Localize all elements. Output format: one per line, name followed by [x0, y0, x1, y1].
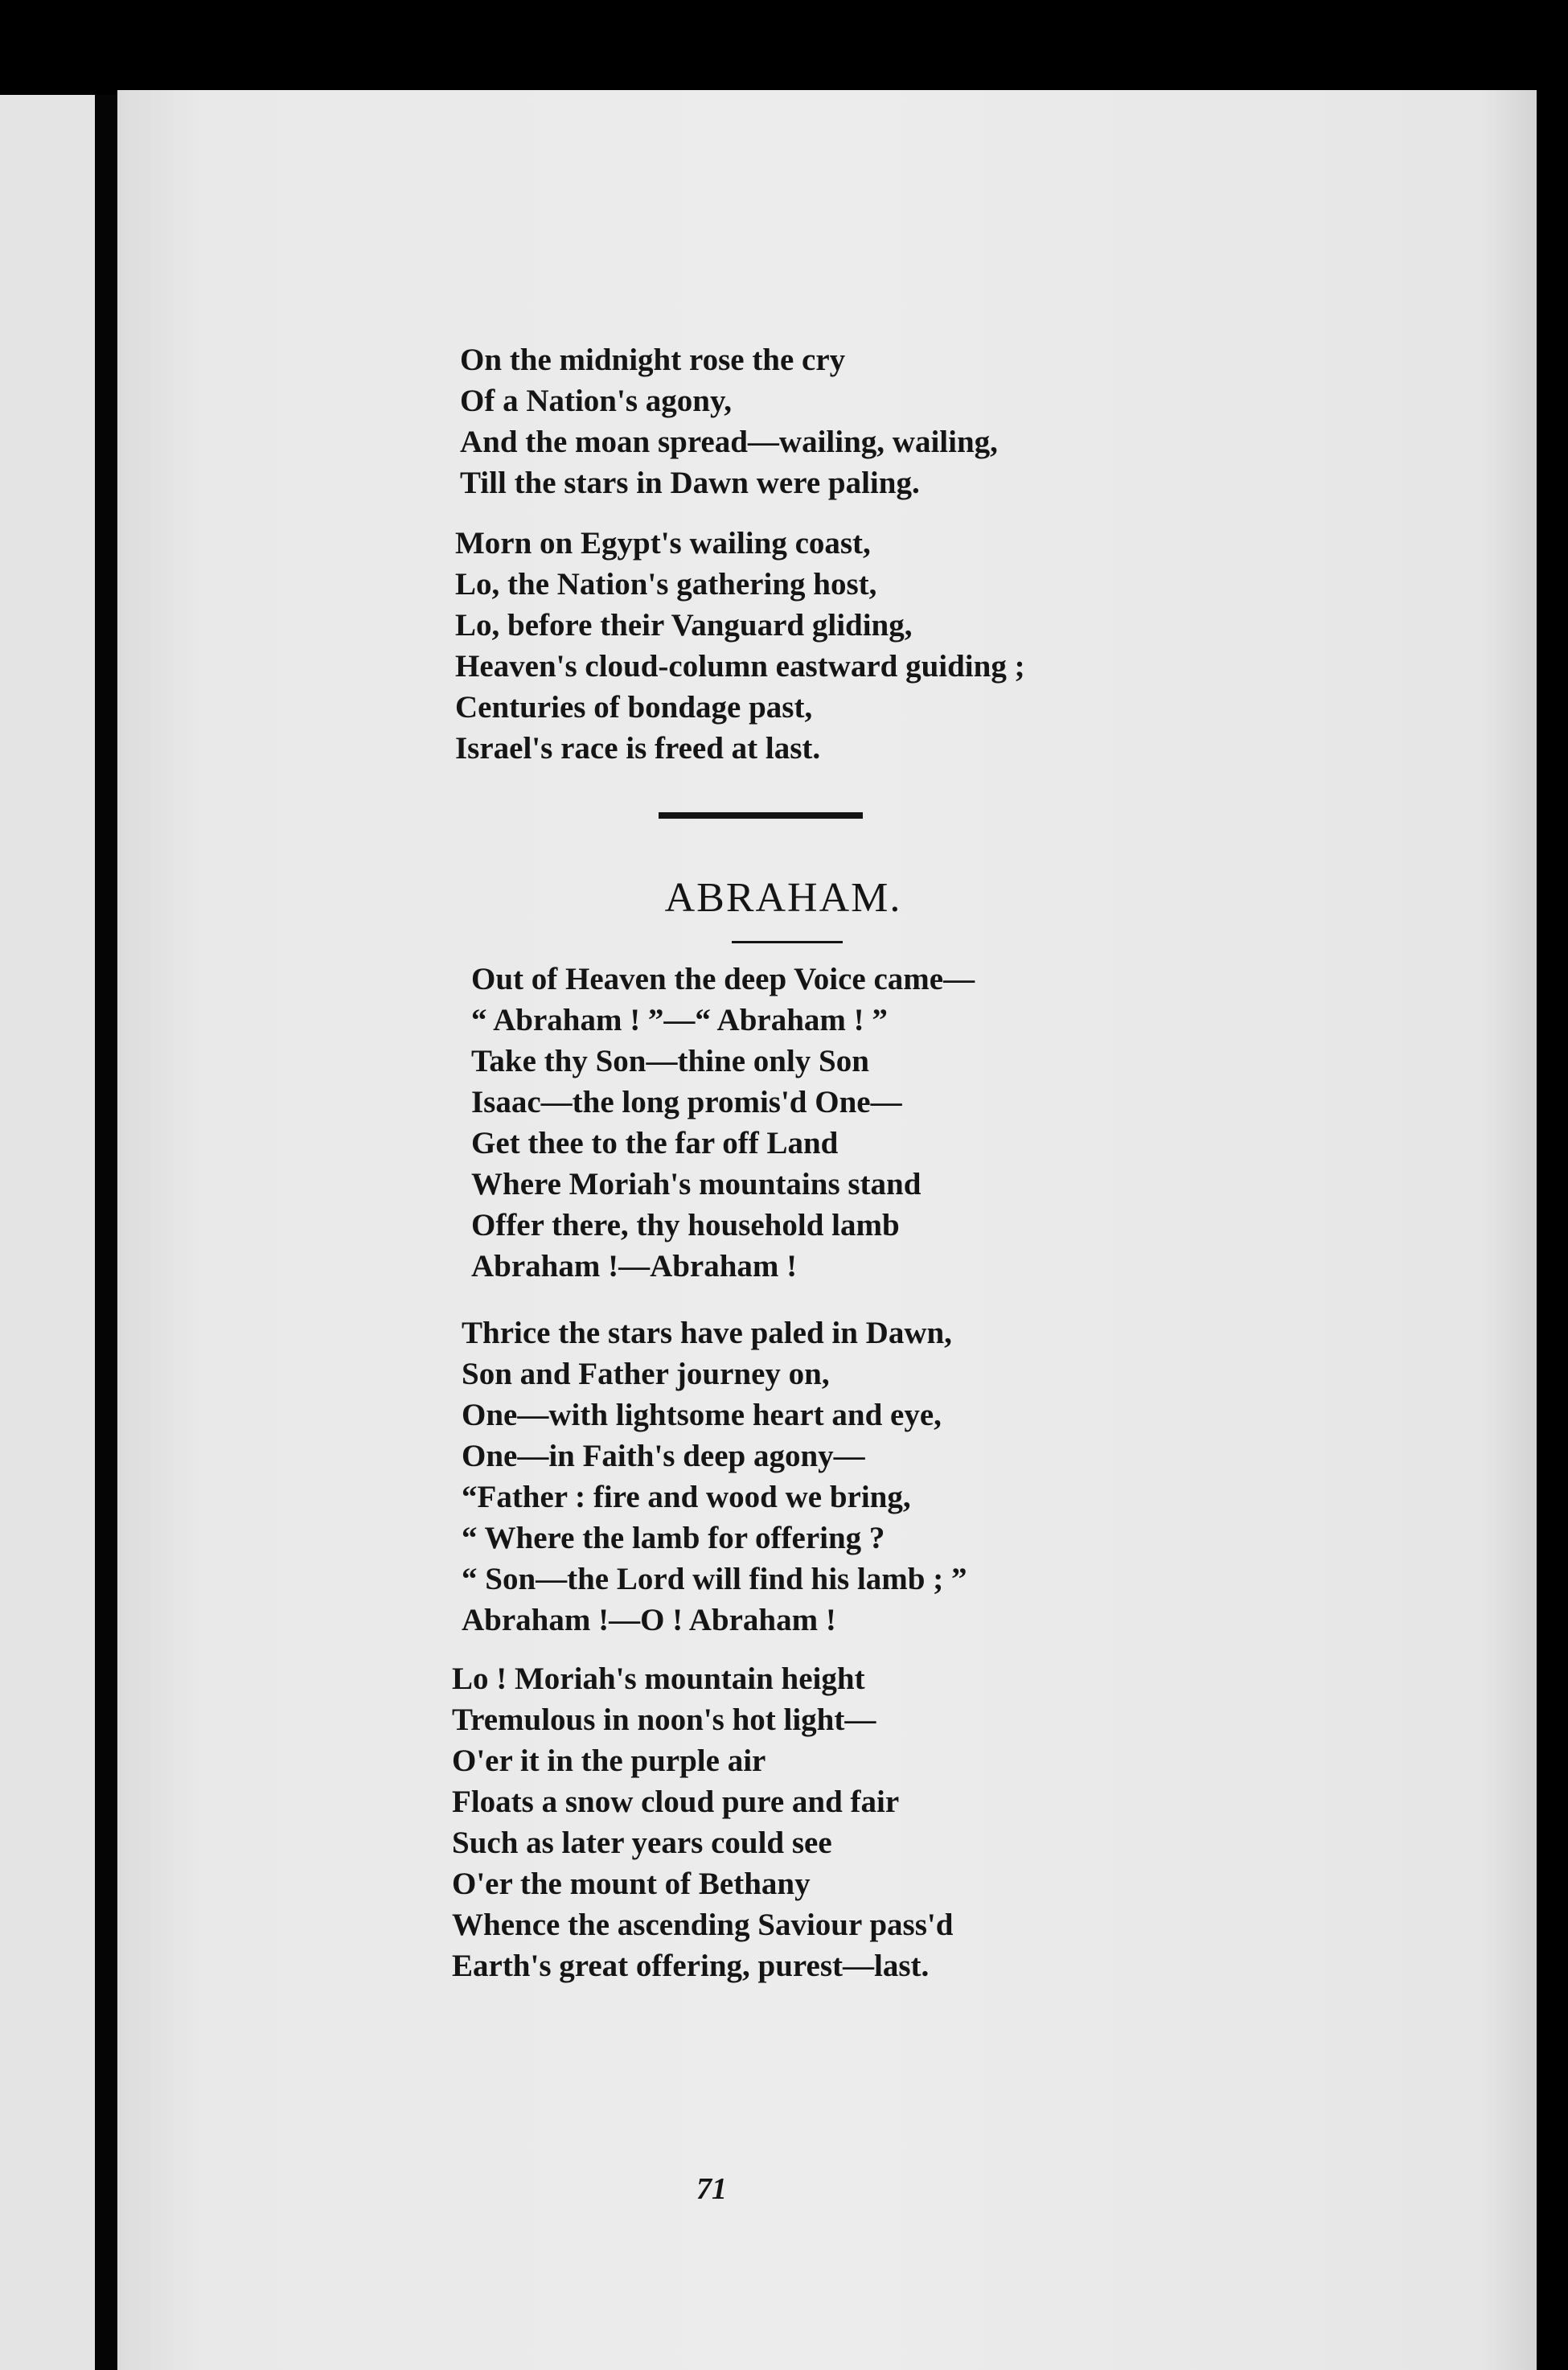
verse-line: Heaven's cloud-column eastward guiding ;: [455, 649, 1025, 684]
verse-line: Lo, the Nation's gathering host,: [455, 567, 877, 602]
verse-line: Whence the ascending Saviour pass'd: [452, 1908, 954, 1942]
verse-line: O'er it in the purple air: [452, 1744, 766, 1778]
verse-line: Lo ! Moriah's mountain height: [452, 1661, 865, 1696]
verse-line: One—with lightsome heart and eye,: [462, 1398, 942, 1432]
poem-stanza: [460, 339, 998, 503]
verse-line: “ Abraham ! ”—“ Abraham ! ”: [471, 1003, 888, 1037]
verse-line: Thrice the stars have paled in Dawn,: [462, 1316, 952, 1350]
poem-title: ABRAHAM.: [664, 875, 902, 921]
verse-line: Take thy Son—thine only Son: [471, 1044, 869, 1078]
verse-line: Lo, before their Vanguard gliding,: [455, 608, 913, 643]
facing-page-edge: [0, 95, 95, 2370]
book-page: [117, 90, 1537, 2370]
page-number: 71: [696, 2172, 727, 2206]
verse-line: Offer there, thy household lamb: [471, 1208, 900, 1243]
verse-line: One—in Faith's deep agony—: [462, 1439, 865, 1473]
verse-line: Son and Father journey on,: [462, 1357, 830, 1391]
book-gutter: [95, 95, 117, 2370]
verse-line: “Father : fire and wood we bring,: [462, 1480, 911, 1514]
verse-line: Abraham !—O ! Abraham !: [462, 1603, 836, 1637]
poem-stanza: [452, 1658, 953, 1986]
verse-line: Of a Nation's agony,: [460, 384, 733, 418]
verse-line: On the midnight rose the cry: [460, 343, 846, 377]
verse-line: Till the stars in Dawn were paling.: [460, 466, 920, 500]
title-underline: [732, 941, 843, 943]
poem-stanza: [462, 1312, 967, 1641]
verse-line: Get thee to the far off Land: [471, 1126, 839, 1160]
section-divider: [659, 812, 863, 819]
verse-line: Out of Heaven the deep Voice came—: [471, 962, 975, 996]
poem-stanza: [455, 523, 1025, 769]
poem-stanza: [471, 959, 975, 1287]
verse-line: And the moan spread—wailing, wailing,: [460, 425, 998, 459]
verse-line: Isaac—the long promis'd One—: [471, 1085, 902, 1119]
verse-line: “ Where the lamb for offering ?: [462, 1521, 885, 1555]
verse-line: Where Moriah's mountains stand: [471, 1167, 922, 1201]
verse-line: O'er the mount of Bethany: [452, 1867, 811, 1901]
verse-line: “ Son—the Lord will find his lamb ; ”: [462, 1562, 967, 1596]
verse-line: Tremulous in noon's hot light—: [452, 1703, 876, 1737]
verse-line: Such as later years could see: [452, 1826, 832, 1860]
verse-line: Floats a snow cloud pure and fair: [452, 1785, 900, 1819]
verse-line: Morn on Egypt's wailing coast,: [455, 526, 871, 561]
verse-line: Centuries of bondage past,: [455, 690, 813, 725]
verse-line: Israel's race is freed at last.: [455, 731, 821, 766]
verse-line: Earth's great offering, purest—last.: [452, 1949, 930, 1983]
verse-line: Abraham !—Abraham !: [471, 1249, 798, 1284]
